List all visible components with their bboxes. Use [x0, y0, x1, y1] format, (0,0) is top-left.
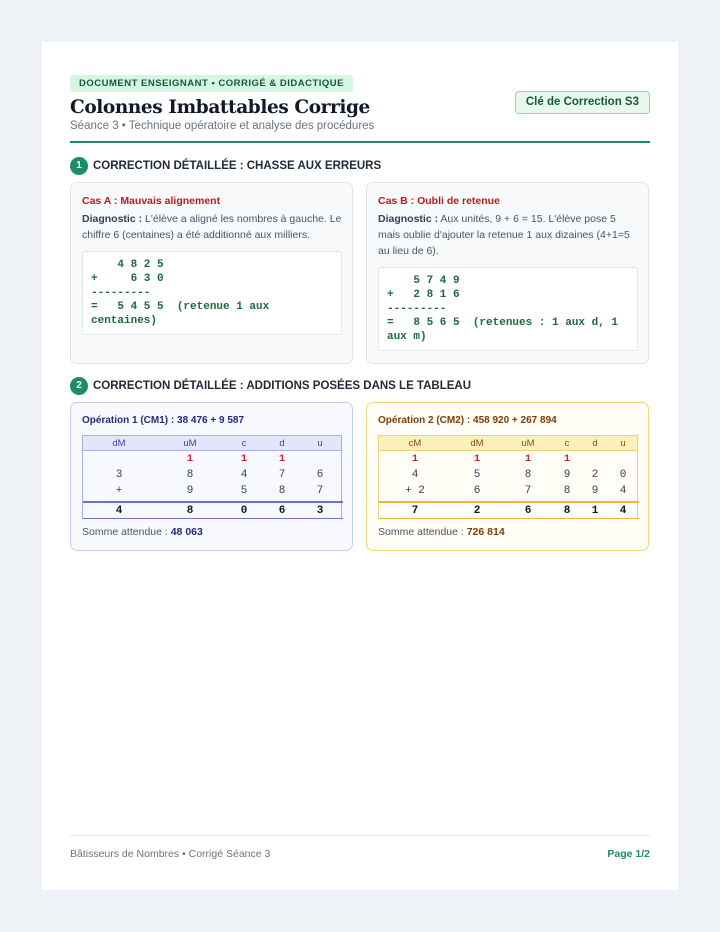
carry-cell: 1: [563, 453, 571, 465]
column-header: u: [317, 438, 323, 449]
result-cell: 3: [316, 505, 324, 517]
column-header: uM: [521, 438, 535, 449]
digit-cell: 2: [591, 469, 599, 481]
digit-cell: 8: [524, 469, 532, 481]
column-header: dM: [470, 438, 484, 449]
digit-cell: 4: [619, 485, 627, 497]
carry-row: [83, 451, 343, 467]
digit-cell: 3: [115, 469, 123, 481]
sum-value: 726 814: [466, 526, 505, 538]
digit-cell: 9: [591, 485, 599, 497]
operation-card-1: [70, 402, 353, 551]
digit-cell: 0: [619, 469, 627, 481]
code-line: + 6 3 0: [91, 273, 164, 285]
carry-row: [379, 451, 639, 467]
carry-cell: 1: [411, 453, 419, 465]
code-line: 5 7 4 9: [387, 275, 460, 287]
digit-cell: 7: [524, 485, 532, 497]
result-cell: 6: [524, 505, 532, 517]
operand-row: [379, 467, 639, 483]
section-label: CORRECTION DÉTAILLÉE : CHASSE AUX ERREURS: [93, 160, 382, 172]
code-line: ---------: [91, 287, 151, 299]
column-header: c: [241, 438, 247, 449]
section-label: CORRECTION DÉTAILLÉE : ADDITIONS POSÉES DANS LE TABLEAU: [93, 380, 472, 392]
digit-cell: 9: [563, 469, 571, 481]
operation-title: Opération 1 (CM1) : 38 476 + 9 587: [82, 415, 245, 426]
digit-cell: 4: [411, 469, 419, 481]
case-title: Cas A : Mauvais alignement: [82, 195, 221, 207]
result-cell: 8: [563, 505, 571, 517]
operation-title: Opération 2 (CM2) : 458 920 + 267 894: [378, 415, 557, 426]
result-cell: 0: [240, 505, 248, 517]
table-body: [82, 451, 342, 519]
digit-cell: 5: [473, 469, 481, 481]
place-value-table: [378, 435, 638, 519]
footer-text: Bâtisseurs de Nombres • Corrigé Séance 3: [70, 848, 271, 860]
section-number: 2: [70, 377, 88, 395]
column-header: uM: [183, 438, 197, 449]
page-title: Colonnes Imbattables Corrige: [70, 97, 370, 118]
digit-cell: 4: [240, 469, 248, 481]
digit-cell: + 2: [405, 485, 425, 497]
carry-cell: 1: [278, 453, 286, 465]
document-tag: DOCUMENT ENSEIGNANT • CORRIGÉ & DIDACTIQUE: [70, 75, 353, 92]
table-body: [378, 451, 638, 519]
result-cell: 4: [115, 505, 123, 517]
section-1-heading: [70, 157, 381, 175]
section-number: 1: [70, 157, 88, 175]
section-2-heading: [70, 377, 471, 395]
header-rule: [70, 141, 650, 143]
footer-rule: [70, 835, 650, 836]
carry-cell: 1: [473, 453, 481, 465]
document-page: [42, 42, 678, 890]
sum-value: 48 063: [170, 526, 203, 538]
case-diagnostic: [82, 211, 344, 243]
digit-cell: 5: [240, 485, 248, 497]
code-line: = 5 4 5 5 (retenue 1 aux centaines): [91, 301, 276, 327]
result-cell: 6: [278, 505, 286, 517]
digit-cell: 8: [563, 485, 571, 497]
operand-row: [83, 483, 343, 499]
expected-sum: [82, 526, 203, 538]
diagnostic-label: Diagnostic :: [378, 213, 439, 225]
digit-cell: 8: [278, 485, 286, 497]
digit-cell: 7: [316, 485, 324, 497]
table-header-row: [378, 435, 638, 451]
result-cell: 7: [411, 505, 419, 517]
result-cell: 8: [186, 505, 194, 517]
column-header: u: [620, 438, 626, 449]
result-cell: 2: [473, 505, 481, 517]
column-header: cM: [408, 438, 422, 449]
diagnostic-text: L'élève a aligné les nombres à gauche. Le chiffre 6 (centaines) a été additionné aux milliers.: [82, 213, 342, 241]
result-row: [379, 501, 639, 519]
digit-cell: 6: [473, 485, 481, 497]
key-badge: Clé de Correction S3: [515, 91, 650, 114]
column-header: d: [279, 438, 285, 449]
code-block: [378, 267, 638, 351]
code-line: 4 8 2 5: [91, 259, 164, 271]
column-header: c: [564, 438, 570, 449]
carry-cell: 1: [524, 453, 532, 465]
place-value-table: [82, 435, 342, 519]
result-row: [83, 501, 343, 519]
carry-cell: 1: [240, 453, 248, 465]
carry-cell: 1: [186, 453, 194, 465]
code-line: = 8 5 6 5 (retenues : 1 aux d, 1 aux m): [387, 317, 625, 343]
expected-sum: [378, 526, 505, 538]
column-header: dM: [112, 438, 126, 449]
operation-card-2: [366, 402, 649, 551]
code-line: ---------: [387, 303, 447, 315]
column-header: d: [592, 438, 598, 449]
result-cell: 1: [591, 505, 599, 517]
digit-cell: 8: [186, 469, 194, 481]
page-number: Page 1/2: [607, 848, 650, 860]
page-subtitle: Séance 3 • Technique opératoire et analyse des procédures: [70, 120, 375, 132]
operand-row: [379, 483, 639, 499]
case-diagnostic: [378, 211, 640, 259]
error-case-card-b: [366, 182, 649, 364]
result-cell: 4: [619, 505, 627, 517]
error-case-card-a: [70, 182, 353, 364]
sum-label: Somme attendue :: [82, 526, 171, 538]
operand-row: [83, 467, 343, 483]
code-block: [82, 251, 342, 335]
digit-cell: 9: [186, 485, 194, 497]
case-title: Cas B : Oubli de retenue: [378, 195, 500, 207]
code-line: + 2 8 1 6: [387, 289, 460, 301]
diagnostic-text: Aux unités, 9 + 6 = 15. L'élève pose 5 mais oublie d'ajouter la retenue 1 aux dizaines (4+1=5 au lieu de 6).: [378, 213, 630, 257]
diagnostic-label: Diagnostic :: [82, 213, 143, 225]
sum-label: Somme attendue :: [378, 526, 467, 538]
table-header-row: [82, 435, 342, 451]
digit-cell: +: [115, 485, 123, 497]
digit-cell: 6: [316, 469, 324, 481]
digit-cell: 7: [278, 469, 286, 481]
